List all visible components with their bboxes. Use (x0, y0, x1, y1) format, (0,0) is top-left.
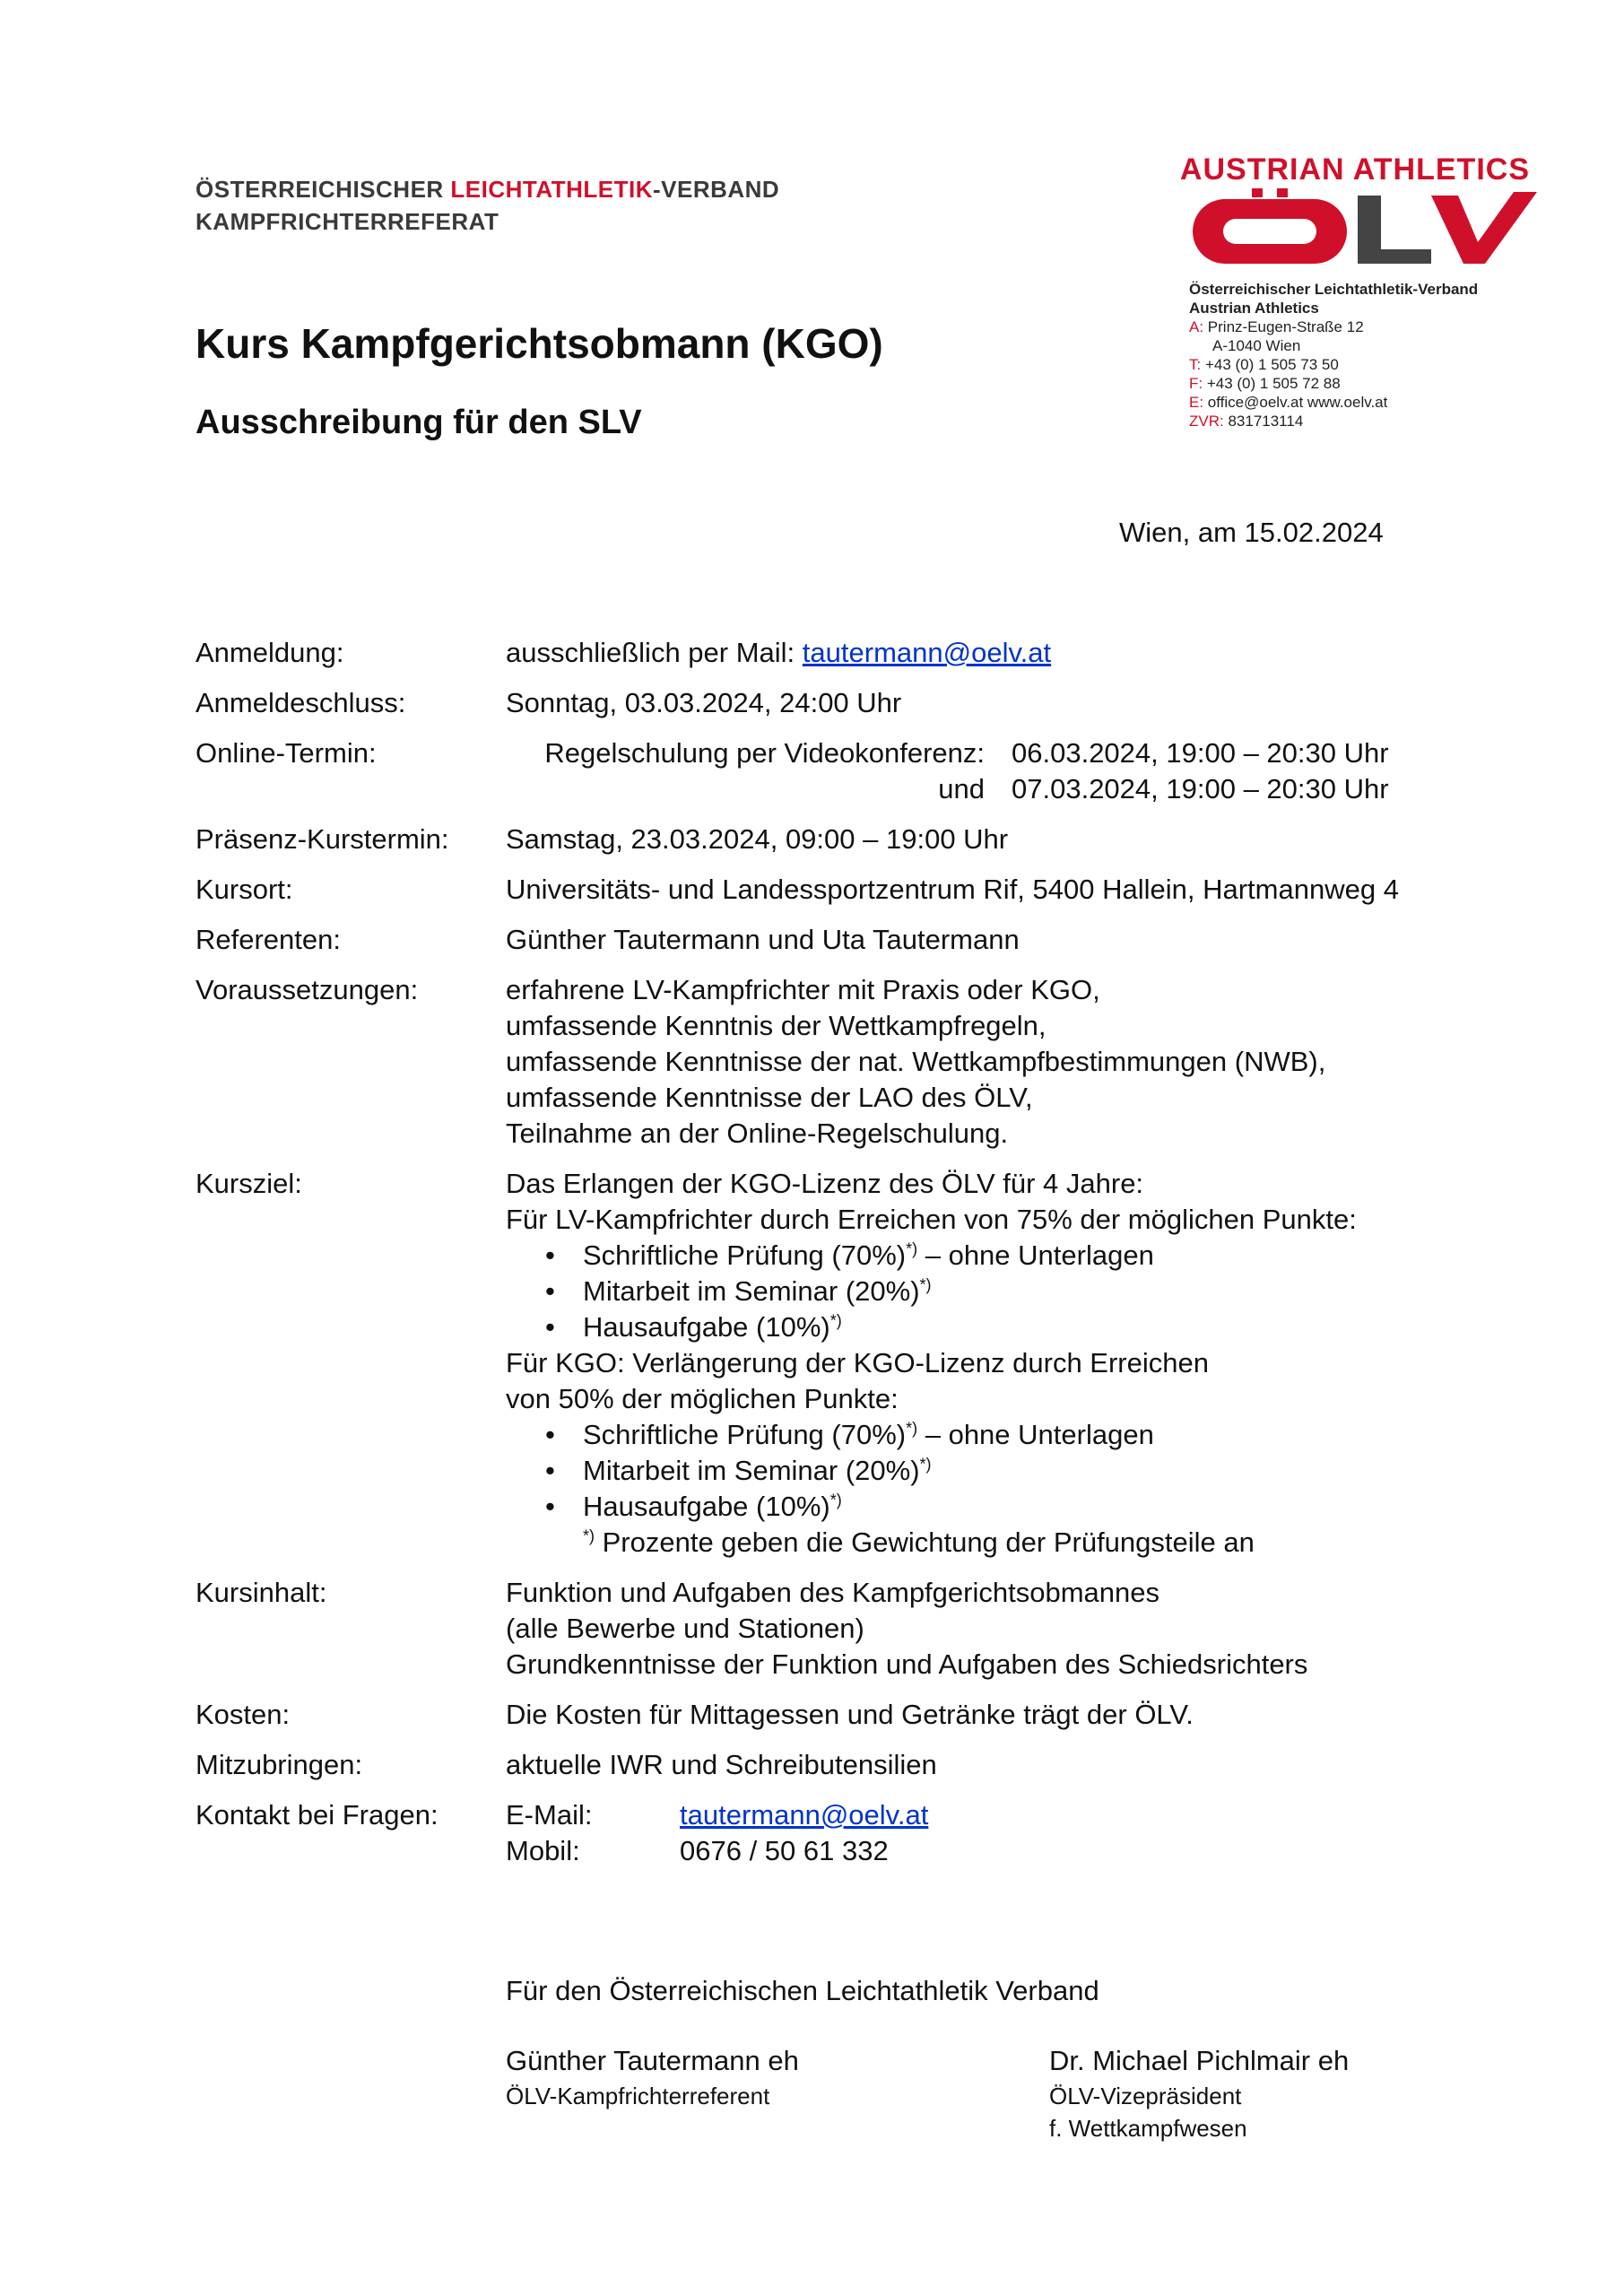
signatory-right-role: ÖLV-Vizepräsident (1049, 2083, 1242, 2109)
document-subtitle: Ausschreibung für den SLV (195, 404, 642, 441)
signatory-left-name: Günther Tautermann eh (506, 2045, 799, 2076)
address-block (1189, 280, 1478, 430)
row-label: Mitzubringen: (195, 1749, 363, 1780)
row-label: Kursinhalt: (195, 1577, 327, 1608)
signatory-right-role-2: f. Wettkampfwesen (1049, 2115, 1247, 2142)
footnote: *) Prozente geben die Gewichtung der Prüfungsteile an (583, 1526, 1255, 1558)
row-label: Kursziel: (195, 1168, 302, 1199)
document-date: Wien, am 15.02.2024 (1119, 517, 1384, 548)
row-label: Kosten: (195, 1699, 291, 1730)
logo-top-text: AUSTRIAN ATHLETICS (1179, 152, 1530, 187)
row-value: Samstag, 23.03.2024, 09:00 – 19:00 Uhr (506, 823, 1009, 855)
address-phone: T: +43 (0) 1 505 73 50 (1189, 356, 1339, 373)
address-email: E: office@oelv.at www.oelv.at (1189, 394, 1388, 411)
signatory-left-role: ÖLV-Kampfrichterreferent (506, 2083, 770, 2109)
row-kursziel: Kursziel: Das Erlangen der KGO-Lizenz des ÖLV für 4 Jahre: Für LV-Kampfrichter durch Erreichen von 75% der möglichen Punkte: • Schriftliche Prüfung (70%)*) – ohne Unterlagen • Mitarbeit im Seminar (20%)*) • Hausaufgabe (10%)*) Für KGO: Verlängerung der KGO-Lizenz durch Erreichen von 50% der möglichen Punkte: • Schriftliche Prüfung (70%)*) – ohne Unterlagen • Mitarbeit im Seminar (20%)*) • Hausaufgabe (10%)*) *) Prozente geben die Gewichtung der Prüfungsteile an (195, 1166, 1541, 1561)
list-item: • Hausaufgabe (10%)*) (506, 1489, 1541, 1525)
row-kursinhalt: Kursinhalt: Funktion und Aufgaben des Kampfgerichtsobmannes (alle Bewerbe und Stationen) Grundkenntnisse der Funktion und Aufgaben des Schiedsrichters (195, 1575, 1541, 1683)
row-referenten (195, 922, 1541, 958)
organization-name: ÖSTERREICHISCHER LEICHTATHLETIK-VERBAND (195, 176, 780, 203)
contact-phone: 0676 / 50 61 332 (680, 1835, 889, 1866)
address-city: A-1040 Wien (1212, 337, 1301, 354)
contact-email-link[interactable]: tautermann@oelv.at (680, 1799, 929, 1831)
oelv-logo (1162, 152, 1539, 278)
row-value: aktuelle IWR und Schreibutensilien (506, 1749, 937, 1780)
registration-email-link[interactable]: tautermann@oelv.at (802, 637, 1052, 668)
row-label: Voraussetzungen: (195, 974, 419, 1005)
department-name: KAMPFRICHTERREFERAT (195, 208, 499, 235)
signatory-right-name: Dr. Michael Pichlmair eh (1049, 2045, 1350, 2076)
address-fax: F: +43 (0) 1 505 72 88 (1189, 375, 1341, 392)
row-label: Kontakt bei Fragen: (195, 1799, 439, 1831)
address-street: A: Prinz-Eugen-Straße 12 (1189, 318, 1364, 335)
row-online-termin: Online-Termin: Regelschulung per Videokonferenz: 06.03.2024, 19:00 – 20:30 Uhr und 07.03.2024, 19:00 – 20:30 Uhr (195, 735, 1541, 807)
list-item: • Schriftliche Prüfung (70%)*) – ohne Unterlagen (506, 1417, 1541, 1453)
address-org-en: Austrian Athletics (1189, 300, 1319, 317)
list-item: • Hausaufgabe (10%)*) (506, 1309, 1541, 1345)
row-value: Sonntag, 03.03.2024, 24:00 Uhr (506, 687, 902, 718)
bullet-list-kgo (506, 1417, 1541, 1525)
row-anmeldeschluss (195, 685, 1541, 721)
row-kursort (195, 872, 1541, 908)
row-label: Referenten: (195, 924, 341, 955)
row-kosten (195, 1697, 1541, 1733)
row-label: Präsenz-Kurstermin: (195, 823, 449, 855)
list-item: • Mitarbeit im Seminar (20%)*) (506, 1453, 1541, 1489)
row-mitzubringen (195, 1747, 1541, 1783)
row-label: Online-Termin: (195, 737, 377, 769)
bullet-list-lv (506, 1238, 1541, 1345)
row-voraussetzungen: Voraussetzungen: erfahrene LV-Kampfrichter mit Praxis oder KGO, umfassende Kenntnis der Wettkampfregeln, umfassende Kenntnisse der nat. Wettkampfbestimmungen (NWB), umfassende Kenntnisse der LAO des ÖLV, Teilnahme an der Online-Regelschulung. (195, 972, 1541, 1152)
row-anmeldung: Anmeldung: ausschließlich per Mail: tautermann@oelv.at (195, 635, 1541, 671)
row-value: Günther Tautermann und Uta Tautermann (506, 924, 1020, 955)
row-label: Kursort: (195, 874, 293, 905)
row-label: Anmeldung: (195, 637, 344, 668)
list-item: • Schriftliche Prüfung (70%)*) – ohne Unterlagen (506, 1238, 1541, 1274)
row-value: Die Kosten für Mittagessen und Getränke trägt der ÖLV. (506, 1699, 1194, 1730)
address-zvr: ZVR: 831713114 (1189, 413, 1304, 430)
list-item: • Mitarbeit im Seminar (20%)*) (506, 1274, 1541, 1309)
document-title: Kurs Kampfgerichtsobmann (KGO) (195, 320, 883, 367)
course-details (195, 635, 1541, 1883)
row-praesenz-kurstermin (195, 822, 1541, 857)
address-org: Österreichischer Leichtathletik-Verband (1189, 281, 1479, 298)
signature-intro: Für den Österreichischen Leichtathletik Verband (506, 1975, 1099, 2006)
row-label: Anmeldeschluss: (195, 687, 406, 718)
row-value: Universitäts- und Landessportzentrum Rif, 5400 Hallein, Hartmannweg 4 (506, 874, 1399, 905)
row-kontakt: Kontakt bei Fragen: E-Mail: tautermann@oelv.at Mobil: 0676 / 50 61 332 (195, 1797, 1541, 1869)
